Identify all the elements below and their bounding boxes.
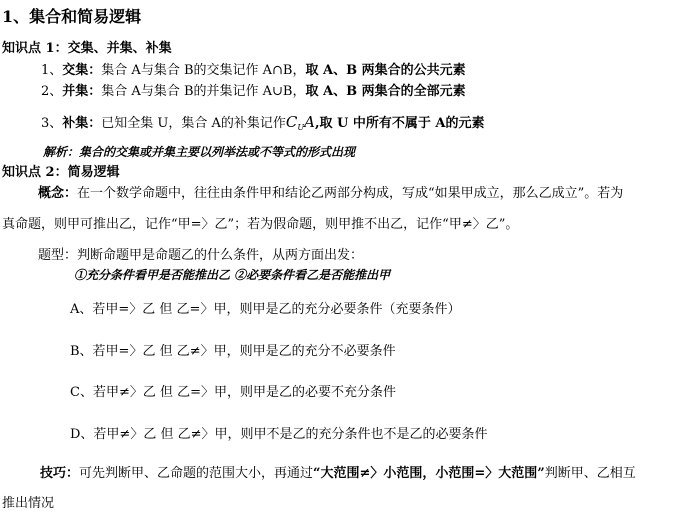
complement-set: A (304, 113, 315, 131)
option-b: B、若甲=〉乙 但 乙≠〉甲，则甲是乙的充分不必要条件 (70, 344, 396, 359)
topic-line: 题型：判断命题甲是命题乙的什么条件，从两方面出发： (38, 248, 364, 263)
kp1-note: 解析：集合的交集或并集主要以列举法或不等式的形式出现 (43, 145, 356, 159)
item-num: 3、 (41, 116, 63, 131)
option-d: D、若甲≠〉乙 但 乙≠〉甲，则甲不是乙的充分条件也不是乙的必要条件 (70, 427, 488, 442)
complement-symbol: C (285, 113, 298, 131)
item-text: 集合 A与集合 B的并集记作 A∪B， (101, 84, 306, 99)
concept-text: 在一个数学命题中，往往由条件甲和结论乙两部分构成，写成“如果甲成立，那么乙成立”。若为 (77, 186, 624, 201)
complement-subscript: U (297, 123, 305, 132)
tip-line-1 (40, 467, 636, 480)
item-label: 交集： (62, 63, 102, 78)
item-num: 1、 (41, 63, 63, 78)
kp1-heading: 知识点 1：交集、并集、补集 (2, 41, 172, 56)
concept-label: 概念： (38, 186, 78, 201)
item-text: 集合 A与集合 B的交集记作 A∩B， (101, 63, 306, 78)
tip-bold: “大范围≠〉小范围，小范围=〉大范围” (313, 466, 545, 481)
item-text: 已知全集 U，集合 A的补集记作 (101, 116, 286, 131)
option-a: A、若甲=〉乙 但 乙=〉甲，则甲是乙的充分必要条件（充要条件） (70, 302, 461, 317)
method-line: ①充分条件看甲是否能推出乙 ②必要条件看乙是否能推出甲 (74, 268, 391, 282)
item-bold: 取 A、B 两集合的全部元素 (305, 84, 466, 99)
section-title: 1、集合和简易逻辑 (2, 7, 142, 26)
item-label: 补集： (62, 116, 102, 131)
kp1-item-union (41, 85, 466, 98)
item-label: 并集： (62, 84, 102, 99)
tip-text-end: 判断甲、乙相互 (544, 466, 636, 481)
tip-text: 可先判断甲、乙命题的范围大小，再通过 (79, 466, 314, 481)
tip-line-2: 推出情况 (2, 496, 55, 511)
item-bold: 取 A、B 两集合的公共元素 (305, 63, 466, 78)
item-bold: ,取 U 中所有不属于 A的元素 (314, 116, 485, 131)
item-num: 2、 (41, 84, 63, 99)
concept-line-1 (38, 187, 623, 200)
kp1-item-intersection (41, 64, 466, 77)
concept-line-2: 真命题，则甲可推出乙，记作“甲=〉乙”；若为假命题，则甲推不出乙，记作“甲≠〉乙”。 (2, 217, 519, 232)
tip-label: 技巧： (40, 466, 80, 481)
option-c: C、若甲≠〉乙 但 乙=〉甲，则甲是乙的必要不充分条件 (70, 385, 396, 400)
kp2-heading: 知识点 2：简易逻辑 (2, 165, 120, 180)
kp1-item-complement (41, 115, 485, 132)
